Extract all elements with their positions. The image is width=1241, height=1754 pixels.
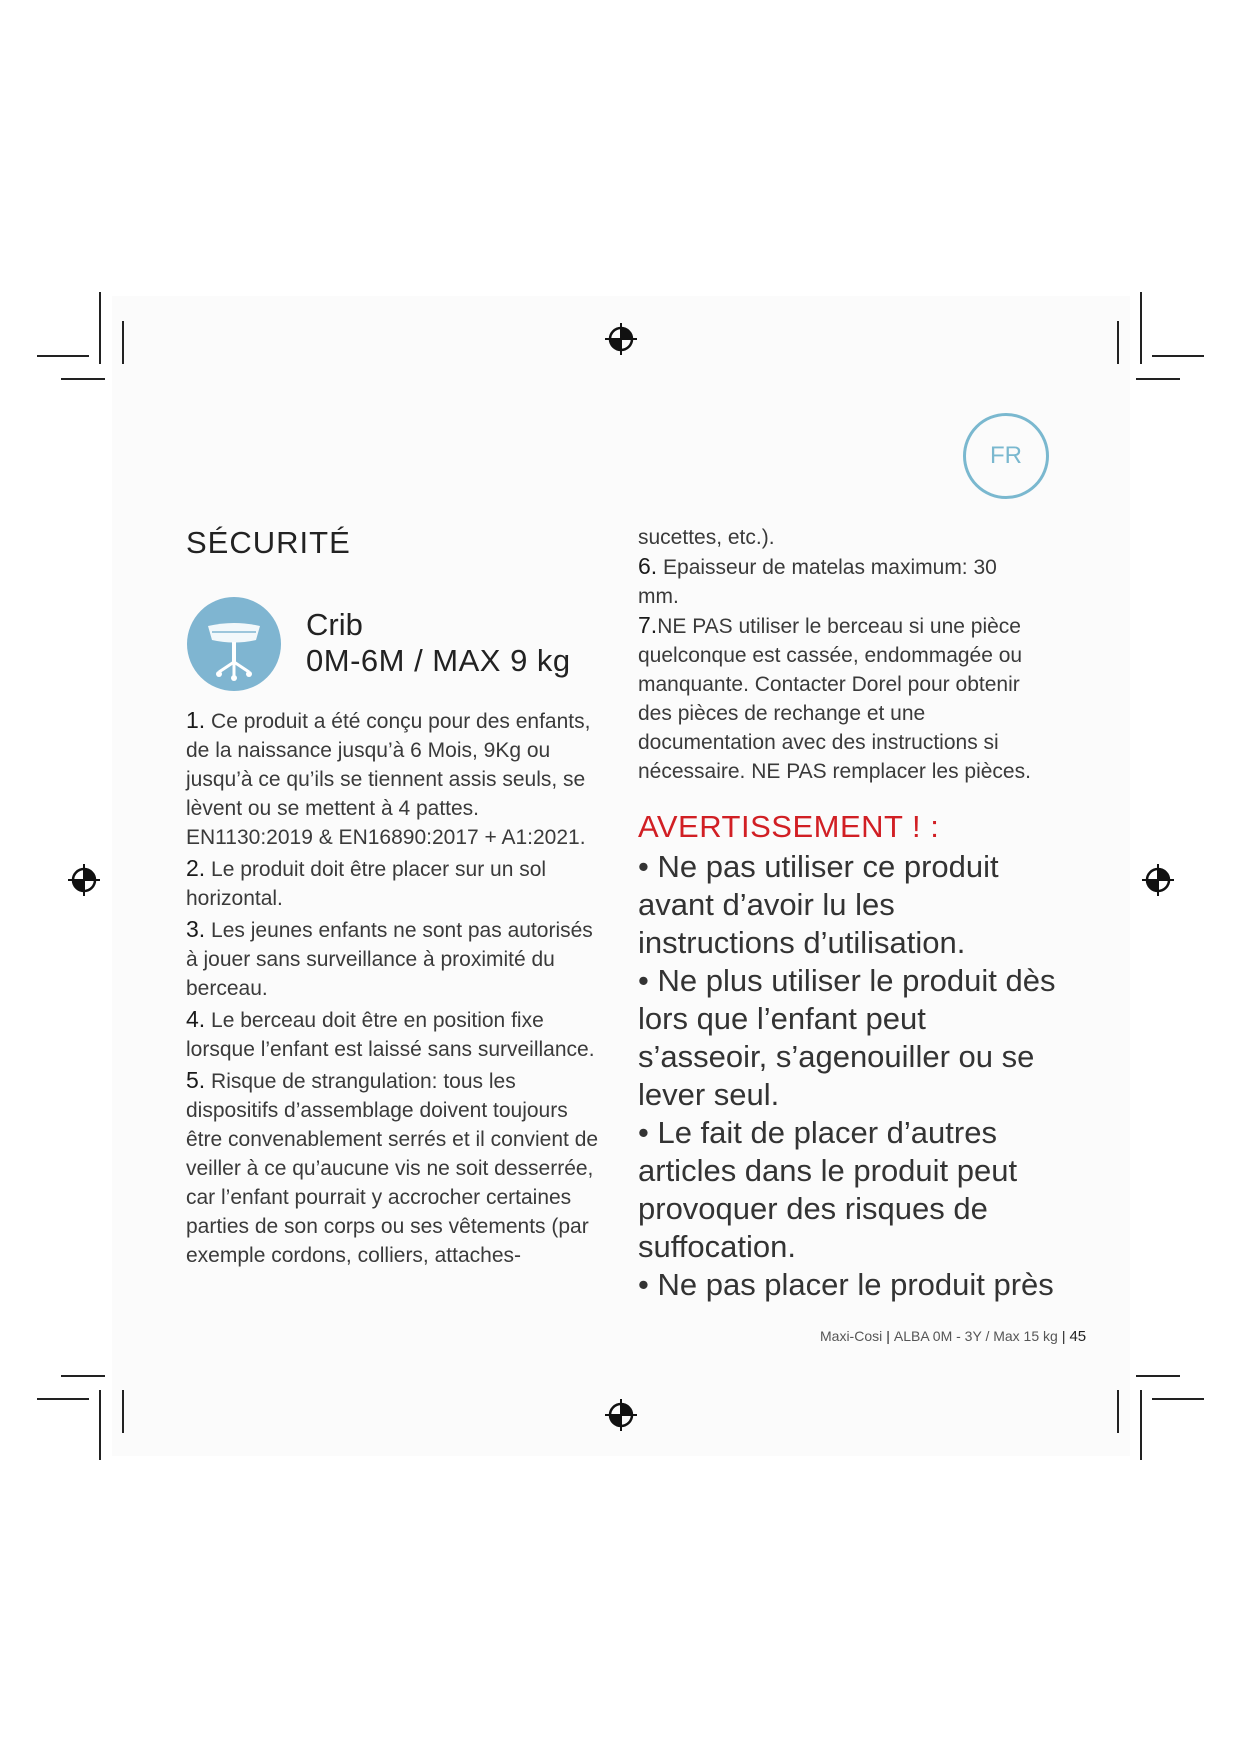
safety-item-text: Le produit doit être placer sur un sol horizontal. — [186, 858, 547, 910]
safety-item — [186, 915, 606, 1003]
safety-item-number: 4. — [186, 1006, 206, 1032]
warning-item: • Ne plus utiliser le produit dès lors que l’enfant peut s’asseoir, s’agenouiller ou se lever seul. — [638, 963, 1056, 1112]
safety-item — [638, 552, 1038, 611]
safety-item-number: 2. — [186, 855, 206, 881]
page-footer: Maxi-Cosi | ALBA 0M - 3Y / Max 15 kg | 45 — [820, 1328, 1087, 1345]
warning-item: • Ne pas placer le produit près — [638, 1267, 1054, 1302]
page-number: 45 — [1069, 1328, 1087, 1345]
footer-product: ALBA 0M - 3Y / Max 15 kg — [893, 1328, 1058, 1344]
safety-item-text: Le berceau doit être en position fixe lorsque l’enfant est laissé sans surveillance. — [186, 1009, 595, 1061]
safety-item-text: Ce produit a été conçu pour des enfants, de la naissance jusqu’à 6 Mois, 9Kg ou jusqu’à ce qu’ils se tiennent assis seuls, se lèvent ou se mettent à 4 pattes. EN1130:2019 & EN16890:2017 + A1:2021. — [186, 710, 591, 849]
safety-item-number: 5. — [186, 1067, 206, 1093]
safety-item-number: 3. — [186, 916, 206, 942]
page-title: SÉCURITÉ — [186, 525, 351, 560]
safety-item-number: 7. — [638, 612, 658, 638]
crib-name: Crib — [306, 607, 363, 642]
crib-age-weight-range: 0M-6M / MAX 9 kg — [306, 643, 571, 678]
crib-icon — [186, 596, 282, 692]
registration-mark-icon — [604, 1398, 638, 1432]
warning-item: • Ne pas utiliser ce produit avant d’avoir lu les instructions d’utilisation. — [638, 849, 999, 960]
warning-item: • Le fait de placer d’autres articles dans le produit peut provoquer des risques de suffocation. — [638, 1115, 1018, 1264]
safety-item — [638, 611, 1038, 786]
safety-list-col1 — [186, 706, 606, 1272]
registration-mark-icon — [604, 322, 638, 356]
language-badge — [963, 413, 1049, 499]
safety-item — [186, 1066, 606, 1270]
registration-mark-icon — [1141, 863, 1175, 897]
safety-item-text: Epaisseur de matelas maximum: 30 mm. — [638, 556, 997, 608]
registration-mark-icon — [67, 863, 101, 897]
safety-item-text: Les jeunes enfants ne sont pas autorisés à jouer sans surveillance à proximité du berceau. — [186, 919, 593, 1000]
language-badge-label: FR — [990, 442, 1022, 469]
safety-item-text: Risque de strangulation: tous les dispositifs d’assemblage doivent toujours être convenablement serrés et il convient de veiller à ce qu’aucune vis ne soit desserrée, car l’enfant pourrait y accrocher certaines parties de son corps ou ses vêtements (par exemple cordons, colliers, attaches- — [186, 1070, 599, 1267]
warning-title: AVERTISSEMENT ! : — [638, 809, 940, 844]
safety-item — [186, 706, 606, 852]
safety-item-continuation: sucettes, etc.). — [638, 526, 775, 549]
safety-item — [186, 1005, 606, 1064]
safety-item-number: 6. — [638, 553, 658, 579]
footer-brand: Maxi-Cosi — [820, 1328, 883, 1344]
warning-list — [638, 848, 1058, 1304]
safety-list-col2 — [638, 523, 1038, 786]
safety-item — [186, 854, 606, 913]
safety-item-number: 1. — [186, 707, 206, 733]
safety-item-text: NE PAS utiliser le berceau si une pièce quelconque est cassée, endommagée ou manquante. Contacter Dorel pour obtenir des pièces de rechange et une documentation avec des instructions si nécessaire. NE PAS remplacer les pièces. — [638, 615, 1031, 783]
